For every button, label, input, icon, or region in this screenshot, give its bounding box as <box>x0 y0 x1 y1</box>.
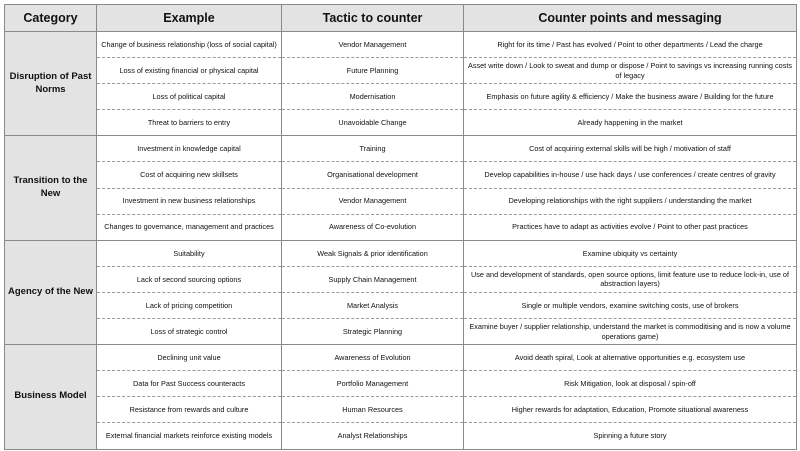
tactic-cell: Market Analysis <box>282 292 464 318</box>
table-body <box>5 32 797 450</box>
counter-points-cell: Single or multiple vendors, examine switching costs, use of brokers <box>464 292 797 318</box>
counter-points-cell: Examine ubiquity vs certainty <box>464 240 797 266</box>
example-cell: Cost of acquiring new skillsets <box>97 162 282 188</box>
example-cell: Investment in knowledge capital <box>97 136 282 162</box>
example-cell: Investment in new business relationships <box>97 188 282 214</box>
tactic-cell: Modernisation <box>282 84 464 110</box>
tactic-cell: Human Resources <box>282 397 464 423</box>
tactic-cell: Supply Chain Management <box>282 266 464 292</box>
example-cell: Loss of existing financial or physical capital <box>97 58 282 84</box>
table-row <box>5 162 797 188</box>
counter-points-cell: Develop capabilities in-house / use hack days / use conferences / create centres of gravity <box>464 162 797 188</box>
tactic-cell: Training <box>282 136 464 162</box>
example-cell: Threat to barriers to entry <box>97 110 282 136</box>
example-cell: External financial markets reinforce existing models <box>97 423 282 449</box>
header-tactic: Tactic to counter <box>282 5 464 32</box>
table-row <box>5 240 797 266</box>
tactic-cell: Awareness of Evolution <box>282 345 464 371</box>
example-cell: Lack of second sourcing options <box>97 266 282 292</box>
tactic-cell: Organisational development <box>282 162 464 188</box>
counter-points-cell: Right for its time / Past has evolved / Point to other departments / Lead the charge <box>464 32 797 58</box>
category-cell: Agency of the New <box>5 240 97 344</box>
tactic-cell: Unavoidable Change <box>282 110 464 136</box>
counter-points-cell: Practices have to adapt as activities evolve / Point to other past practices <box>464 214 797 240</box>
tactic-cell: Vendor Management <box>282 32 464 58</box>
counter-points-cell: Avoid death spiral, Look at alternative opportunities e.g. ecosystem use <box>464 345 797 371</box>
header-category: Category <box>5 5 97 32</box>
counter-points-cell: Examine buyer / supplier relationship, understand the market is commoditising and is now a volume operations game) <box>464 319 797 345</box>
tactic-cell: Vendor Management <box>282 188 464 214</box>
counter-points-cell: Asset write down / Look to sweat and dump or dispose / Point to savings vs increasing running costs of legacy <box>464 58 797 84</box>
category-cell: Disruption of Past Norms <box>5 32 97 136</box>
table-row <box>5 214 797 240</box>
tactic-cell: Future Planning <box>282 58 464 84</box>
tactic-cell: Strategic Planning <box>282 319 464 345</box>
table-row <box>5 110 797 136</box>
table-row <box>5 84 797 110</box>
example-cell: Changes to governance, management and practices <box>97 214 282 240</box>
counter-points-cell: Emphasis on future agility & efficiency / Make the business aware / Building for the future <box>464 84 797 110</box>
example-cell: Resistance from rewards and culture <box>97 397 282 423</box>
tactic-cell: Awareness of Co-evolution <box>282 214 464 240</box>
example-cell: Declining unit value <box>97 345 282 371</box>
counter-points-cell: Cost of acquiring external skills will be high / motivation of staff <box>464 136 797 162</box>
counter-points-cell: Risk Mitigation, look at disposal / spin-off <box>464 371 797 397</box>
example-cell: Lack of pricing competition <box>97 292 282 318</box>
counter-points-cell: Already happening in the market <box>464 110 797 136</box>
header-example: Example <box>97 5 282 32</box>
counter-points-cell: Higher rewards for adaptation, Education, Promote situational awareness <box>464 397 797 423</box>
header-counter-points: Counter points and messaging <box>464 5 797 32</box>
table-row <box>5 266 797 292</box>
table-row <box>5 58 797 84</box>
table-row <box>5 292 797 318</box>
counter-points-cell: Spinning a future story <box>464 423 797 449</box>
table-row <box>5 32 797 58</box>
example-cell: Suitability <box>97 240 282 266</box>
header-row <box>5 5 797 32</box>
tactic-cell: Weak Signals & prior identification <box>282 240 464 266</box>
table-row <box>5 319 797 345</box>
category-cell: Business Model <box>5 345 97 449</box>
category-cell: Transition to the New <box>5 136 97 240</box>
counter-points-cell: Developing relationships with the right suppliers / understanding the market <box>464 188 797 214</box>
example-cell: Change of business relationship (loss of social capital) <box>97 32 282 58</box>
table-row <box>5 188 797 214</box>
table-row <box>5 345 797 371</box>
tactic-cell: Portfolio Management <box>282 371 464 397</box>
example-cell: Data for Past Success counteracts <box>97 371 282 397</box>
table-row <box>5 423 797 449</box>
example-cell: Loss of political capital <box>97 84 282 110</box>
table-row <box>5 136 797 162</box>
example-cell: Loss of strategic control <box>97 319 282 345</box>
counter-points-cell: Use and development of standards, open source options, limit feature use to reduce lock-in, use of abstraction layers) <box>464 266 797 292</box>
tactic-cell: Analyst Relationships <box>282 423 464 449</box>
table-row <box>5 397 797 423</box>
tactics-table <box>4 4 797 450</box>
table-row <box>5 371 797 397</box>
